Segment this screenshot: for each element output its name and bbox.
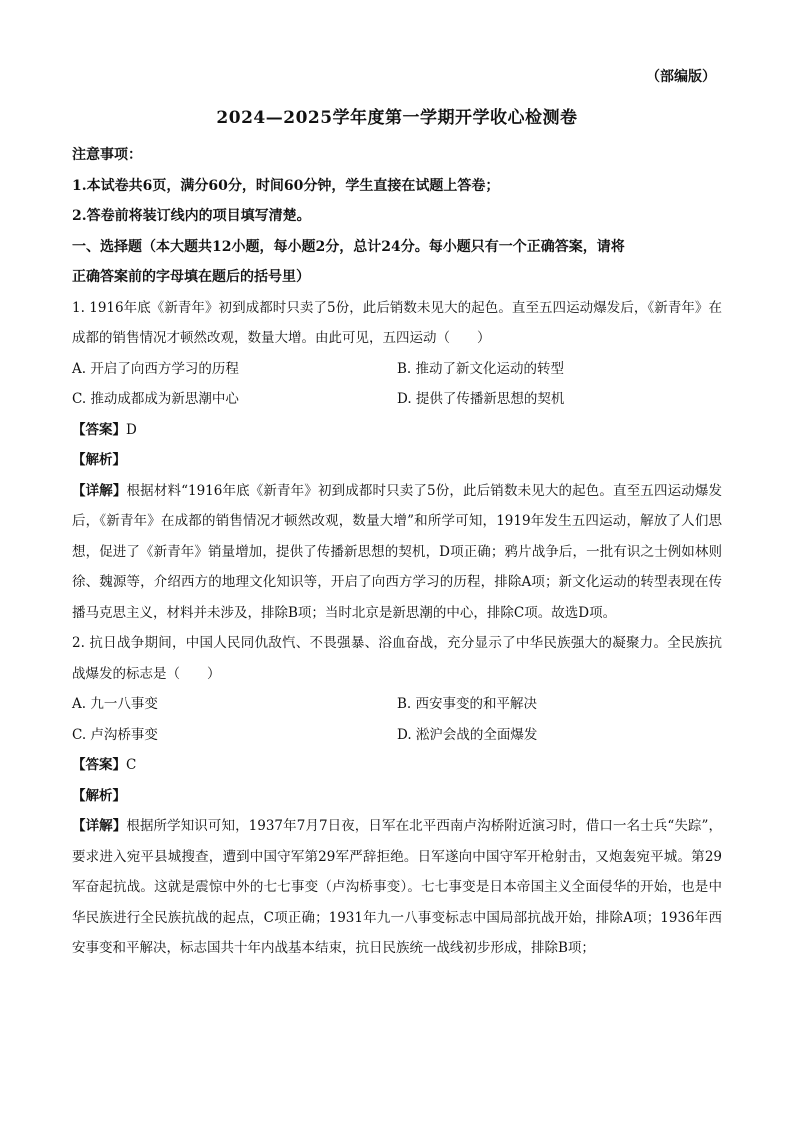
- option-b: B. 西安事变的和平解决: [397, 696, 538, 712]
- notice-item: 2.答卷前将装订线内的项目填写清楚。: [72, 208, 311, 224]
- page-title: 2024—2025学年度第一学期开学收心检测卷: [216, 108, 578, 128]
- option-a: A. 开启了向西方学习的历程: [72, 360, 239, 377]
- answer-tag: 【答案】: [72, 421, 126, 438]
- question-options: [72, 384, 722, 415]
- detail-text: [72, 476, 722, 629]
- detail-text: [72, 811, 722, 964]
- answer-value: D: [126, 421, 137, 438]
- option-d: D. 提供了传播新思想的契机: [397, 391, 565, 407]
- detail-tag: 【详解】: [72, 482, 127, 499]
- question-stem: 2. 抗日战争期间，中国人民同仇敌忾、不畏强暴、浴血奋战，充分显示了中华民族强大的凝聚力。全民族抗战爆发的标志是（ ）: [72, 635, 722, 682]
- section-heading: 正确答案前的字母填在题后的括号里）: [72, 269, 310, 285]
- option-a: A. 九一八事变: [72, 696, 158, 712]
- question-options: [72, 354, 722, 385]
- question-options: [72, 689, 722, 720]
- notice-heading: 注意事项：: [72, 147, 142, 163]
- answer-line: [72, 415, 722, 446]
- question-options: [72, 720, 722, 751]
- answer-line: [72, 750, 722, 781]
- detail-body: 根据材料“1916年底《新青年》初到成都时只卖了5份，此后销数未见大的起色。直至五四运动爆发后，《新青年》在成都的销售情况才顿然改观，数量大增”和所学可知，1919年发生五四运动，解放了人们思想，促进了《新青年》销量增加，提供了传播新思想的契机，D项正确；鸦片战争后，一批有识之士例如林则徐、魏源等，介绍西方的地理文化知识等，开启了向西方学习的历程，排除A项；新文化运动的转型表现在传播马克思主义，材料并未涉及，排除B项；当时北京是新思潮的中心，排除C项。故选D项。: [72, 482, 722, 621]
- question-stem: 1. 1916年底《新青年》初到成都时只卖了5份，此后销数未见大的起色。直至五四运动爆发后，《新青年》在成都的销售情况才顿然改观，数量大增。由此可见，五四运动（ ）: [72, 299, 722, 346]
- notice-item: 1.本试卷共6页，满分60分，时间60分钟，学生直接在试题上答卷；: [72, 177, 500, 194]
- edition-label: （部编版）: [646, 69, 716, 85]
- section-heading: 一、选择题（本大题共12小题，每小题2分，总计24分。每小题只有一个正确答案，请将: [72, 238, 625, 255]
- analysis-tag: 【解析】: [72, 452, 126, 468]
- answer-tag: 【答案】: [72, 757, 126, 773]
- option-d: D. 淞沪会战的全面爆发: [397, 726, 538, 743]
- option-c: C. 推动成都成为新思潮中心: [72, 391, 239, 407]
- option-b: B. 推动了新文化运动的转型: [397, 360, 565, 377]
- analysis-tag: 【解析】: [72, 787, 126, 804]
- option-c: C. 卢沟桥事变: [72, 726, 158, 743]
- detail-tag: 【详解】: [72, 818, 127, 834]
- detail-body: 根据所学知识可知，1937年7月7日夜，日军在北平西南卢沟桥附近演习时，借口一名士兵“失踪”，要求进入宛平县城搜查，遭到中国守军第29军严辞拒绝。日军遂向中国守军开枪射击，又炮轰宛平城。第29军奋起抗战。这就是震惊中外的七七事变（卢沟桥事变）。七七事变是日本帝国主义全面侵华的开始，也是中华民族进行全民族抗战的起点，C项正确；1931年九一八事变标志中国局部抗战开始，排除A项；1936年西安事变和平解决，标志国共十年内战基本结束，抗日民族统一战线初步形成，排除B项；: [72, 818, 722, 956]
- answer-value: C: [126, 757, 137, 773]
- exam-content: [72, 140, 722, 964]
